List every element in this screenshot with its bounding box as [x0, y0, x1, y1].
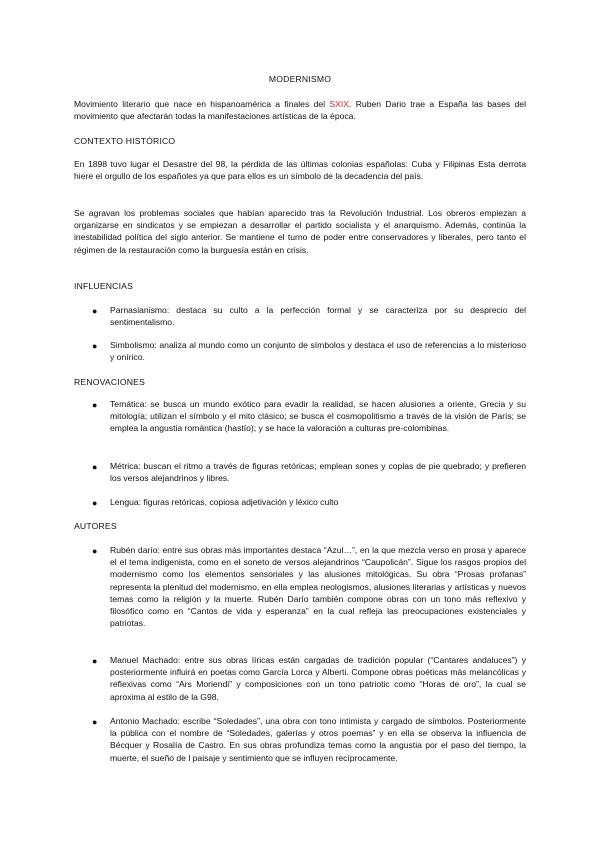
section-heading-autores: AUTORES	[74, 521, 117, 531]
renovacion-item: Lengua: figuras retóricas, copiosa adjetivación y léxico culto	[110, 497, 339, 507]
intro-text-end: . Ruben Dario trae a España las bases del movimiento que afectarán todas la manifestaciones artísticas de la época.	[74, 99, 526, 122]
bullet-icon: ●	[92, 546, 98, 556]
bullet-icon: ●	[92, 306, 98, 316]
bullet-icon: ●	[92, 717, 98, 727]
contexto-paragraph-2: Se agravan los problemas sociales que habían aparecido tras la Revolución Industrial. Los obreros empiezan a organizarse en sindicatos y se empiezan a desarrollar el partido socialista y el anarquismo. Además, continúa la inestabilidad política del siglo anterior. Se mantiene el turno de poder entre conservadores y liberales, pero tanto el régimen de la restauración como la burguesía están en crisis.	[74, 208, 526, 255]
bullet-icon: ●	[92, 656, 98, 666]
autor-item-manuel-machado: Manuel Machado: entre sus obras líricas están cargadas de tradición popular (“Cantares andaluces”) y posteriormente influirá en poetas como García Lorca y Alberti. Compone obras poéticas más melancólicas y reflexivas como “Ars Moriendi” y composiciones con un tono patriotic como “Horas de oro”, la cual se aproxima al estilo de la G98.	[110, 655, 526, 702]
influencia-item: Parnasianismo: destaca su culto a la perfección formal y se caracteriza por su desprecio del sentimentalismo.	[110, 305, 526, 328]
century-highlight: SXIX	[329, 99, 349, 109]
bullet-icon: ●	[92, 341, 98, 351]
bullet-icon: ●	[92, 400, 98, 410]
page-title: MODERNISMO	[268, 74, 332, 84]
bullet-icon: ●	[92, 462, 98, 472]
autor-item-ruben-dario: Rubén darío: entre sus obras más importantes destaca “Azul…”, en la que mezcla verso en prosa y aparece el el tema indigenista, como en el soneto de versos alejandrinos “Caupolicán”. Sigue los rasgos propios del modernismo como los elementos sensoriales y las alusiones mitológicas. Su obra “Prosas profanas” representa la plenitud del modernismo, en ella emplea neologismos, alusiones literarias y artísticas y nuevos temas como la religión y la muerte. Rubén Darío también compone obras con un tono más reflexivo y filosófico como en “Cantos de vida y esperanza” en la cual refleja las preocupaciones existenciales y patriotas.	[110, 545, 526, 629]
influencia-item: Simbolismo: analiza al mundo como un conjunto de símbolos y destaca el uso de referencias a lo misterioso y onírico.	[110, 340, 526, 363]
intro-text-start: Movimiento literario que nace en hispanoamérica a finales del	[74, 99, 330, 109]
intro-paragraph	[74, 98, 526, 122]
bullet-icon: ●	[92, 498, 98, 508]
renovacion-item: Métrica: buscan el ritmo a través de figuras retóricas; emplean sones y coplas de pie quebrado; y prefieren los versos alejandrinos y libres.	[110, 461, 526, 484]
contexto-paragraph-1: En 1898 tuvo lugar el Desastre del 98, la pérdida de las últimas colonias españolas: Cuba y Filipinas Esta derrota hiere el orgullo de los españoles ya que para ellos es un símbolo de la decadencia del país.	[74, 159, 526, 182]
section-heading-contexto: CONTEXTO HISTÓRICO	[74, 136, 176, 146]
section-heading-influencias: INFLUENCIAS	[74, 281, 134, 291]
autor-item-antonio-machado: Antonio Machado: escribe “Soledades”, una obra con tono intimista y cargado de símbolos. Posteriormente la pública con el nombre de “Soledades, galerías y otros poemas” y en ella se observa la influencia de Bécquer y Rosalía de Castro. En sus obras profundiza temas como la angustia por el paso del tiempo, la muerte, el sueño de l paisaje y sentimiento que se influyen recíprocamente.	[110, 716, 526, 763]
section-heading-renovaciones: RENOVACIONES	[74, 377, 146, 387]
renovacion-item: Temática: se busca un mundo exótico para evadir la realidad, se hacen alusiones a oriente, Grecia y su mitología; utilizan el símbolo y el mito clásico; se busca el cosmopolitismo a través de la visión de París; se emplea la angustia romántica (hastío); y se hace la valoración a culturas pre-colombinas.	[110, 399, 526, 434]
